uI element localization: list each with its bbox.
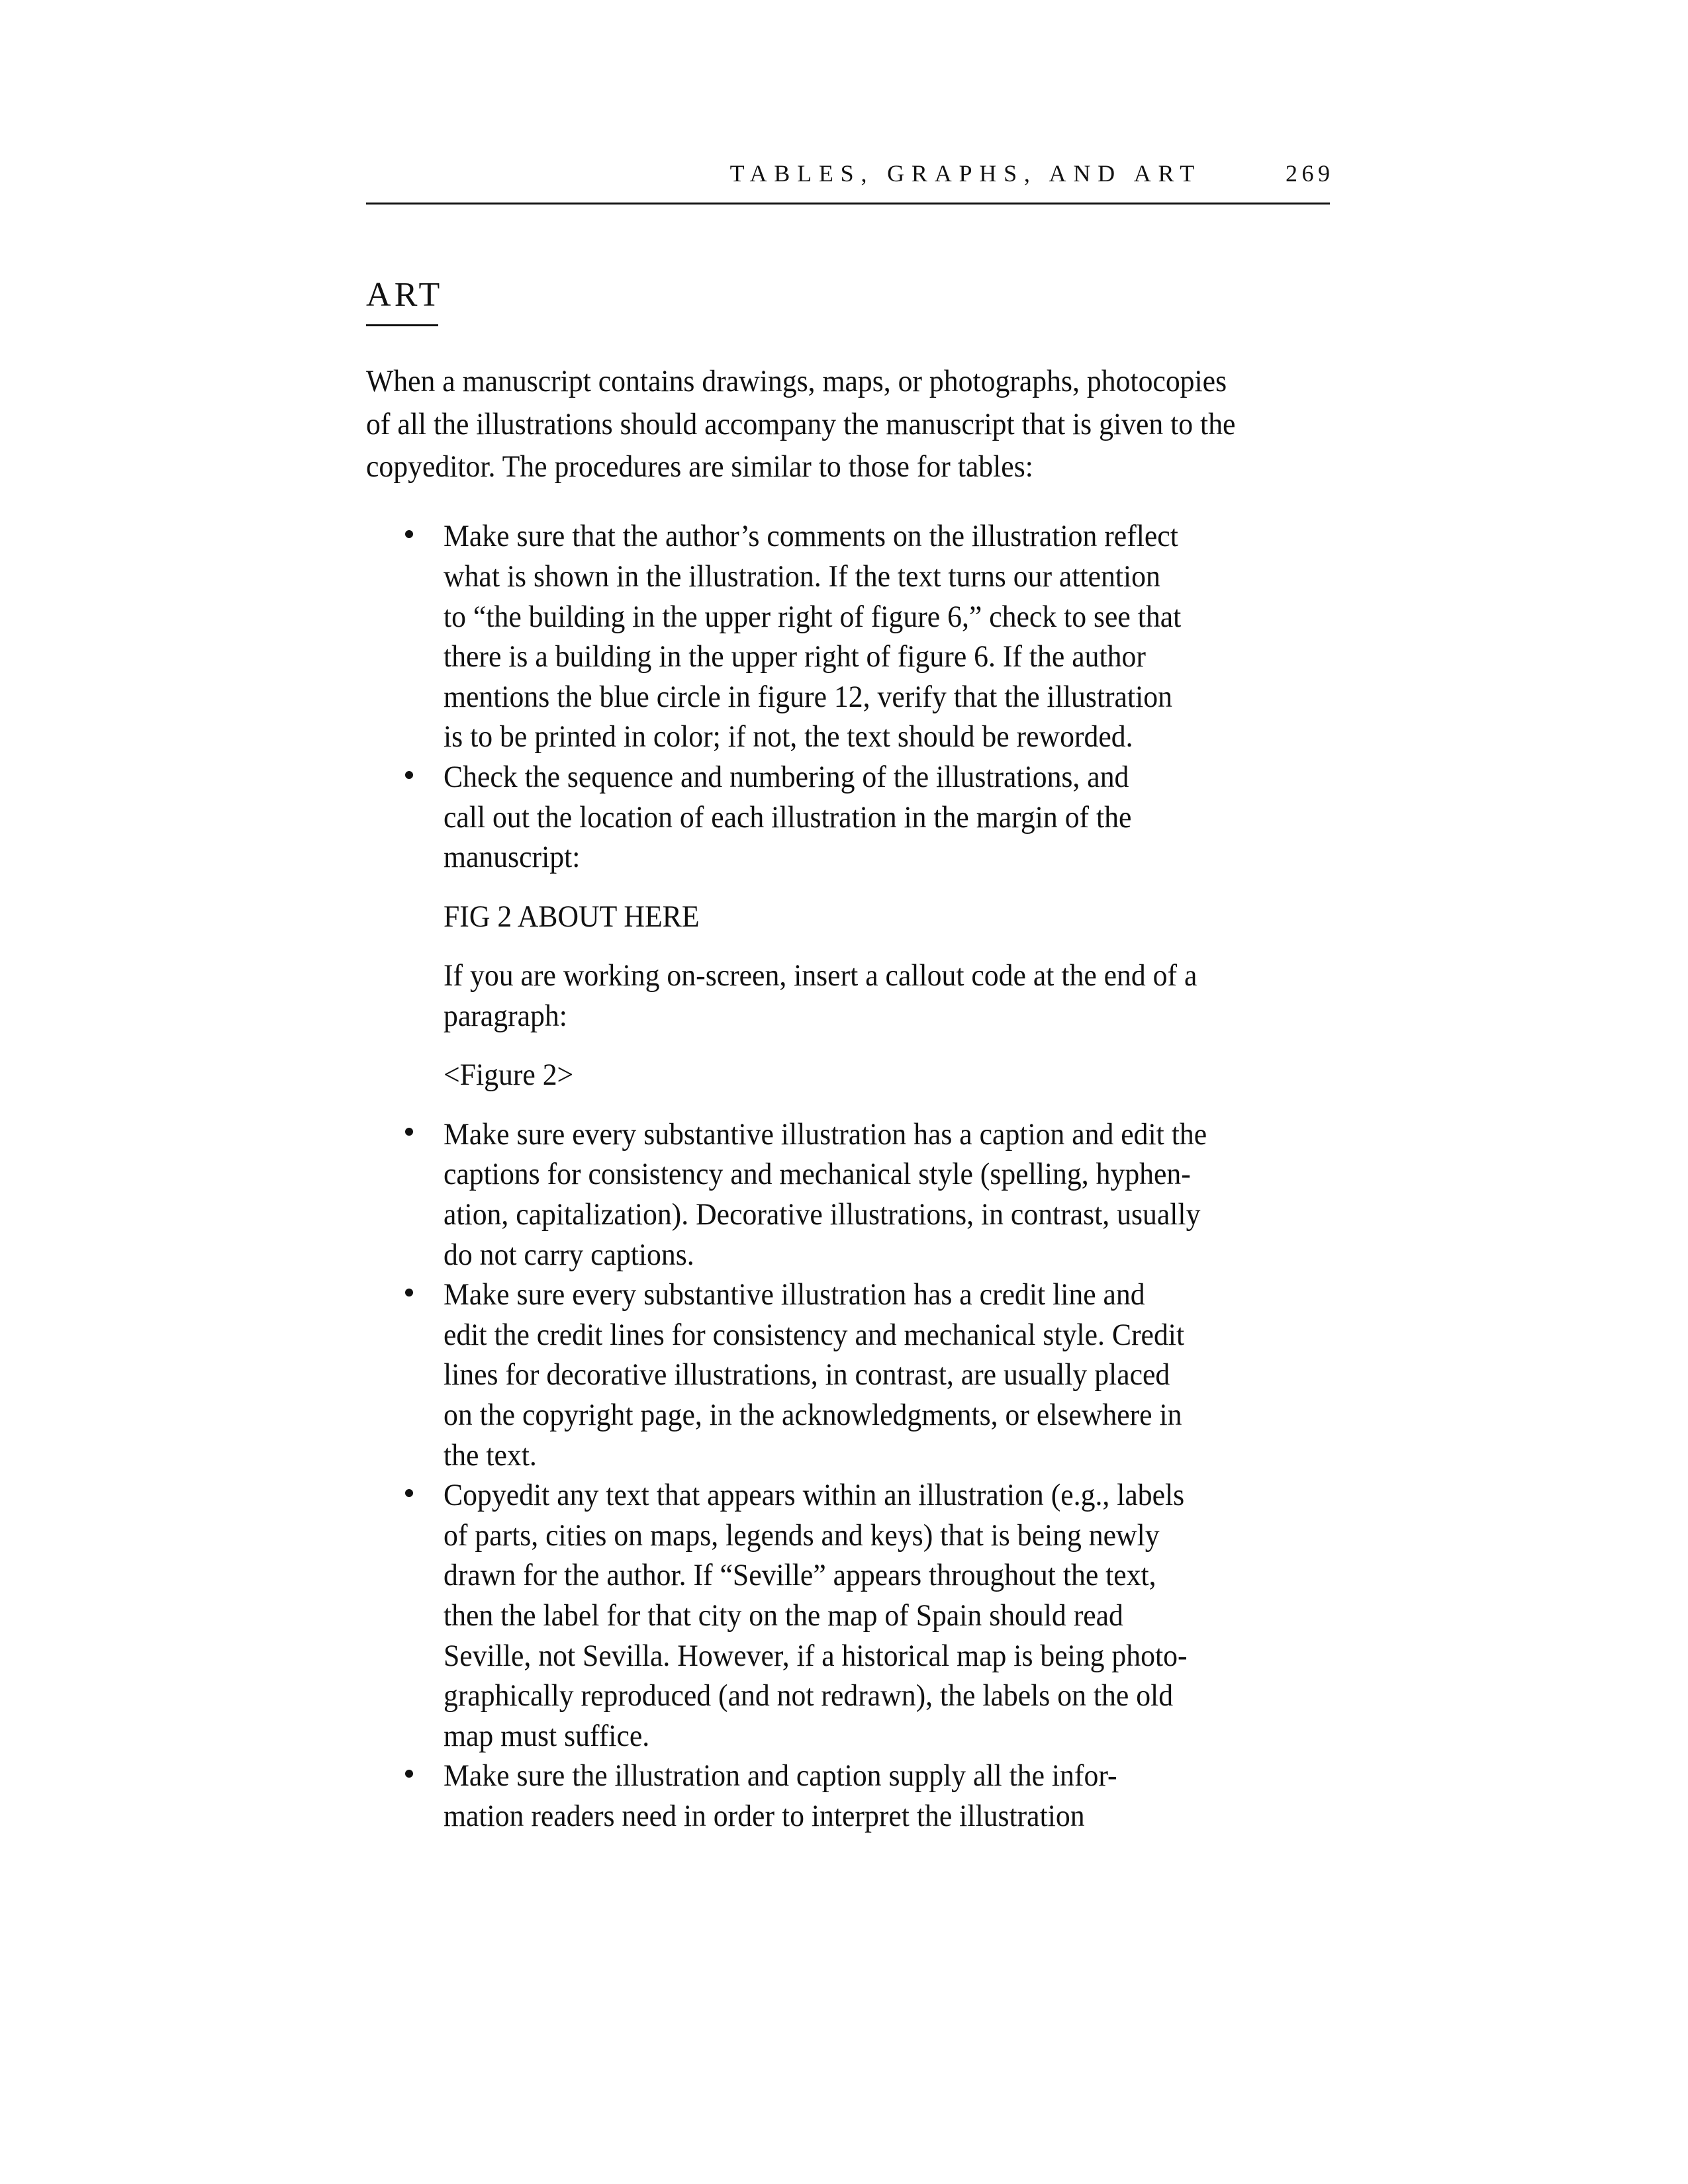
callout-code: <Figure 2> bbox=[444, 1058, 574, 1093]
list-item-line: what is shown in the illustration. If the text turns our attention bbox=[444, 559, 1160, 594]
bullet-icon bbox=[405, 1489, 413, 1497]
list-item-line: graphically reproduced (and not redrawn), the labels on the old bbox=[444, 1678, 1174, 1713]
intro-line: copyeditor. The procedures are similar to those for tables: bbox=[366, 449, 1033, 484]
bullet-icon bbox=[405, 1128, 413, 1136]
list-item-line: on the copyright page, in the acknowledgments, or elsewhere in bbox=[444, 1398, 1182, 1432]
list-item-line: Make sure the illustration and caption supply all the infor- bbox=[444, 1758, 1117, 1794]
running-head bbox=[366, 159, 1335, 192]
list-item-line: of parts, cities on maps, legends and keys) that is being newly bbox=[444, 1518, 1160, 1553]
list-item-line: the text. bbox=[444, 1437, 537, 1473]
list-item-line: Make sure that the author’s comments on the illustration reflect bbox=[444, 519, 1178, 554]
list-item-line: drawn for the author. If “Seville” appears throughout the text, bbox=[444, 1558, 1156, 1593]
callout-code: FIG 2 ABOUT HERE bbox=[444, 899, 700, 934]
list-item-line: call out the location of each illustration in the margin of the bbox=[444, 799, 1132, 835]
list-item-line: captions for consistency and mechanical style (spelling, hyphen- bbox=[444, 1157, 1191, 1192]
list-item-line: do not carry captions. bbox=[444, 1237, 694, 1272]
list-item-line: Make sure every substantive illustration has a caption and edit the bbox=[444, 1116, 1207, 1152]
bullet-icon bbox=[405, 1289, 413, 1297]
list-item-line: edit the credit lines for consistency and mechanical style. Credit bbox=[444, 1317, 1185, 1352]
page-number: 269 bbox=[1286, 160, 1335, 187]
header-rule bbox=[366, 203, 1330, 205]
list-item-line: Seville, not Sevilla. However, if a historical map is being photo- bbox=[444, 1638, 1188, 1673]
list-item-line: map must suffice. bbox=[444, 1718, 650, 1753]
bullet-icon bbox=[405, 771, 413, 779]
bullet-icon bbox=[405, 530, 413, 538]
list-item-line: to “the building in the upper right of figure 6,” check to see that bbox=[444, 599, 1182, 634]
list-item-line: paragraph: bbox=[444, 998, 567, 1033]
intro-line: of all the illustrations should accompany the manuscript that is given to the bbox=[366, 407, 1236, 442]
list-item-line: If you are working on-screen, insert a callout code at the end of a bbox=[444, 958, 1197, 993]
section-heading-underline bbox=[366, 324, 438, 326]
section-heading: ART bbox=[366, 276, 444, 314]
list-item-line: then the label for that city on the map of Spain should read bbox=[444, 1598, 1123, 1633]
bullet-icon bbox=[405, 1770, 413, 1778]
list-item-line: Check the sequence and numbering of the illustrations, and bbox=[444, 760, 1129, 794]
list-item-line: mation readers need in order to interpret the illustration bbox=[444, 1799, 1085, 1833]
list-item-line: ation, capitalization). Decorative illustrations, in contrast, usually bbox=[444, 1197, 1201, 1232]
intro-line: When a manuscript contains drawings, maps, or photographs, photocopies bbox=[366, 364, 1227, 399]
list-item-line: lines for decorative illustrations, in contrast, are usually placed bbox=[444, 1357, 1170, 1392]
list-item-line: mentions the blue circle in figure 12, verify that the illustration bbox=[444, 679, 1172, 714]
list-item-line: Copyedit any text that appears within an illustration (e.g., labels bbox=[444, 1478, 1185, 1513]
running-head-title: TABLES, GRAPHS, AND ART bbox=[729, 160, 1201, 187]
list-item-line: Make sure every substantive illustration has a credit line and bbox=[444, 1277, 1145, 1312]
list-item-line: there is a building in the upper right of figure 6. If the author bbox=[444, 639, 1146, 674]
list-item-line: is to be printed in color; if not, the text should be reworded. bbox=[444, 719, 1133, 754]
list-item-line: manuscript: bbox=[444, 840, 581, 875]
